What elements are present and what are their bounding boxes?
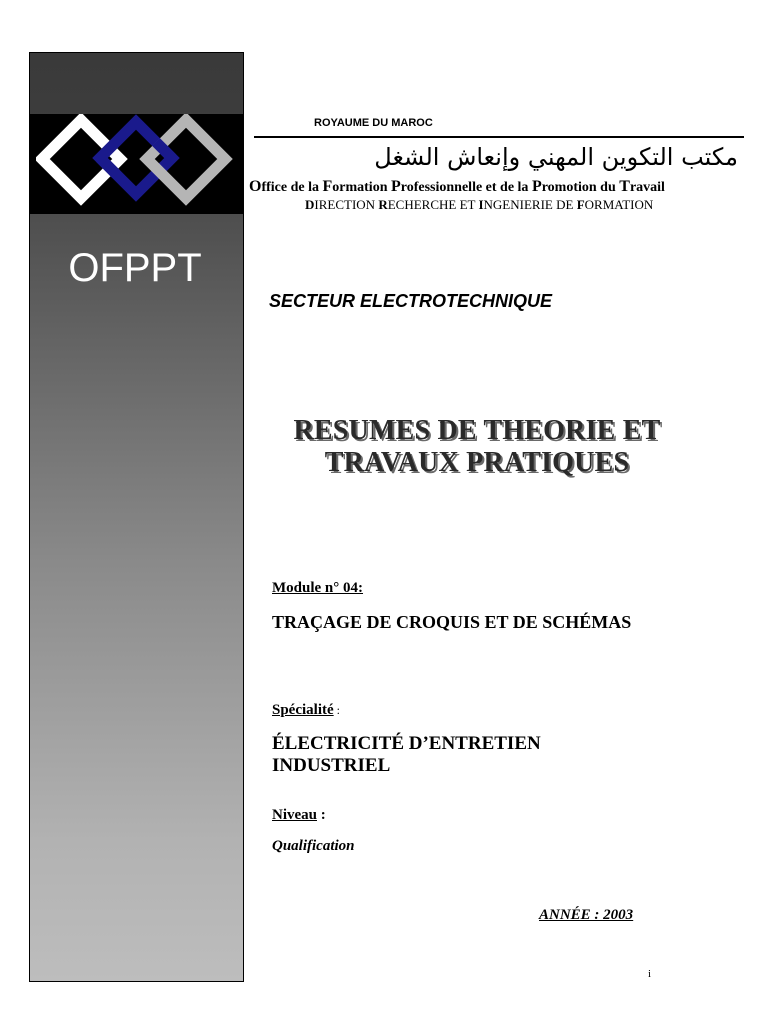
logo-band <box>30 114 243 214</box>
document-title-line1: RESUMES DE THEORIE ET <box>293 415 661 446</box>
direction-name: DIRECTION RECHERCHE ET INGENIERIE DE FORMATION <box>305 197 654 212</box>
document-title <box>262 415 692 479</box>
sector-title: SECTEUR ELECTROTECHNIQUE <box>269 291 553 311</box>
ofppt-logo <box>36 114 236 214</box>
specialty-label: Spécialité : <box>272 702 340 718</box>
ofppt-acronym: OFPPT <box>68 246 202 290</box>
sidebar-panel <box>29 52 244 982</box>
level-label: Niveau : <box>272 807 326 823</box>
year: ANNÉE : 2003 <box>539 907 634 923</box>
specialty-value: ÉLECTRICITÉ D’ENTRETIEN INDUSTRIEL <box>272 733 541 776</box>
country-name: ROYAUME DU MAROC <box>314 117 433 129</box>
document-title-line2: TRAVAUX PRATIQUES <box>324 447 630 478</box>
arabic-organization-name: مكتب التكوين المهني وإنعاش الشغل <box>374 143 738 171</box>
module-title: TRAÇAGE DE CROQUIS ET DE SCHÉMAS <box>272 612 632 632</box>
page-number: i <box>648 968 652 980</box>
header-divider <box>254 136 744 138</box>
module-label: Module n° 04: <box>272 580 364 596</box>
level-value: Qualification <box>272 838 355 854</box>
office-name: Office de la Formation Professionnelle et de la Promotion du Travail <box>249 178 665 195</box>
